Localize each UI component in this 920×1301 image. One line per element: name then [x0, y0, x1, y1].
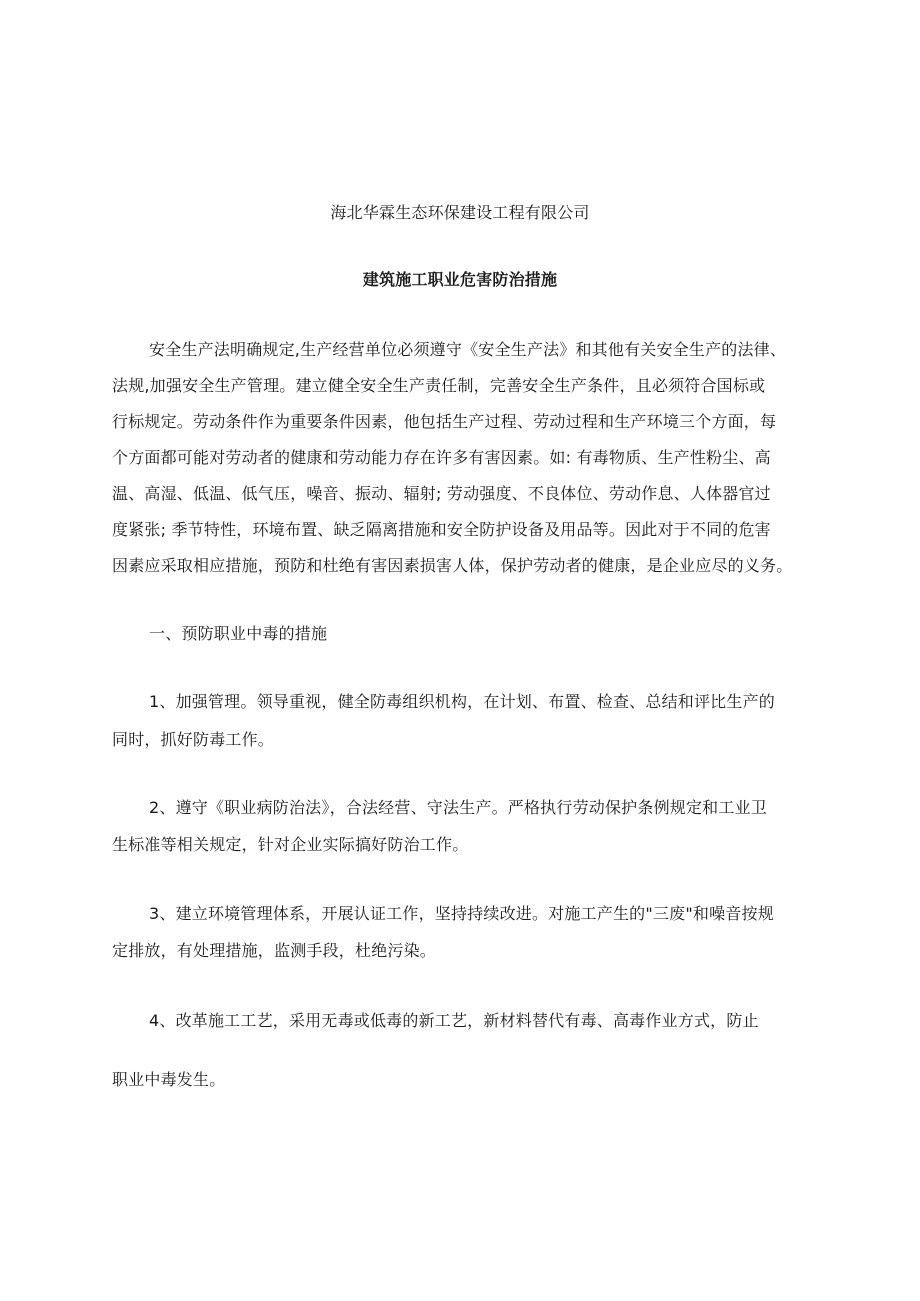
item3-line-1: 3、建立环境管理体系，开展认证工作，坚持持续改进。对施工产生的"三废"和噪音按规 [149, 904, 774, 923]
item4-line-1: 4、改革施工工艺，采用无毒或低毒的新工艺，新材料替代有毒、高毒作业方式，防止 [149, 1011, 759, 1030]
intro-line-1: 安全生产法明确规定,生产经营单位必须遵守《安全生产法》和其他有关安全生产的法律、 [149, 340, 787, 359]
item3-line-2: 定排放，有处理措施，监测手段，杜绝污染。 [112, 941, 437, 960]
item1-line-2: 同时，抓好防毒工作。 [112, 730, 275, 749]
company-name: 海北华霖生态环保建设工程有限公司 [330, 203, 590, 222]
section1-heading: 一、预防职业中毒的措施 [149, 624, 328, 643]
intro-line-3: 行标规定。劳动条件作为重要条件因素，他包括生产过程、劳动过程和生产环境三个方面，每 [112, 412, 777, 431]
item1-line-1: 1、加强管理。领导重视，健全防毒组织机构，在计划、布置、检查、总结和评比生产的 [149, 692, 775, 711]
intro-line-5: 温、高湿、低温、低气压，噪音、振动、辐射; 劳动强度、不良体位、劳动作息、人体器官过 [112, 484, 771, 503]
intro-line-7: 因素应采取相应措施，预防和杜绝有害因素损害人体，保护劳动者的健康，是企业应尽的义务。 [112, 556, 793, 575]
intro-line-2: 法规,加强安全生产管理。建立健全安全生产责任制，完善安全生产条件，且必须符合国标或 [112, 376, 766, 395]
item2-line-1: 2、遵守《职业病防治法》，合法经营、守法生产。严格执行劳动保护条例规定和工业卫 [149, 798, 767, 817]
intro-line-6: 度紧张; 季节特性，环境布置、缺乏隔离措施和安全防护设备及用品等。因此对于不同的危害 [112, 520, 771, 539]
document-title: 建筑施工职业危害防治措施 [362, 270, 558, 289]
item2-line-2: 生标准等相关规定，针对企业实际搞好防治工作。 [112, 835, 469, 854]
intro-line-4: 个方面都可能对劳动者的健康和劳动能力存在许多有害因素。如: 有毒物质、生产性粉尘、高 [112, 448, 771, 467]
item4-line-2: 职业中毒发生。 [112, 1070, 226, 1089]
